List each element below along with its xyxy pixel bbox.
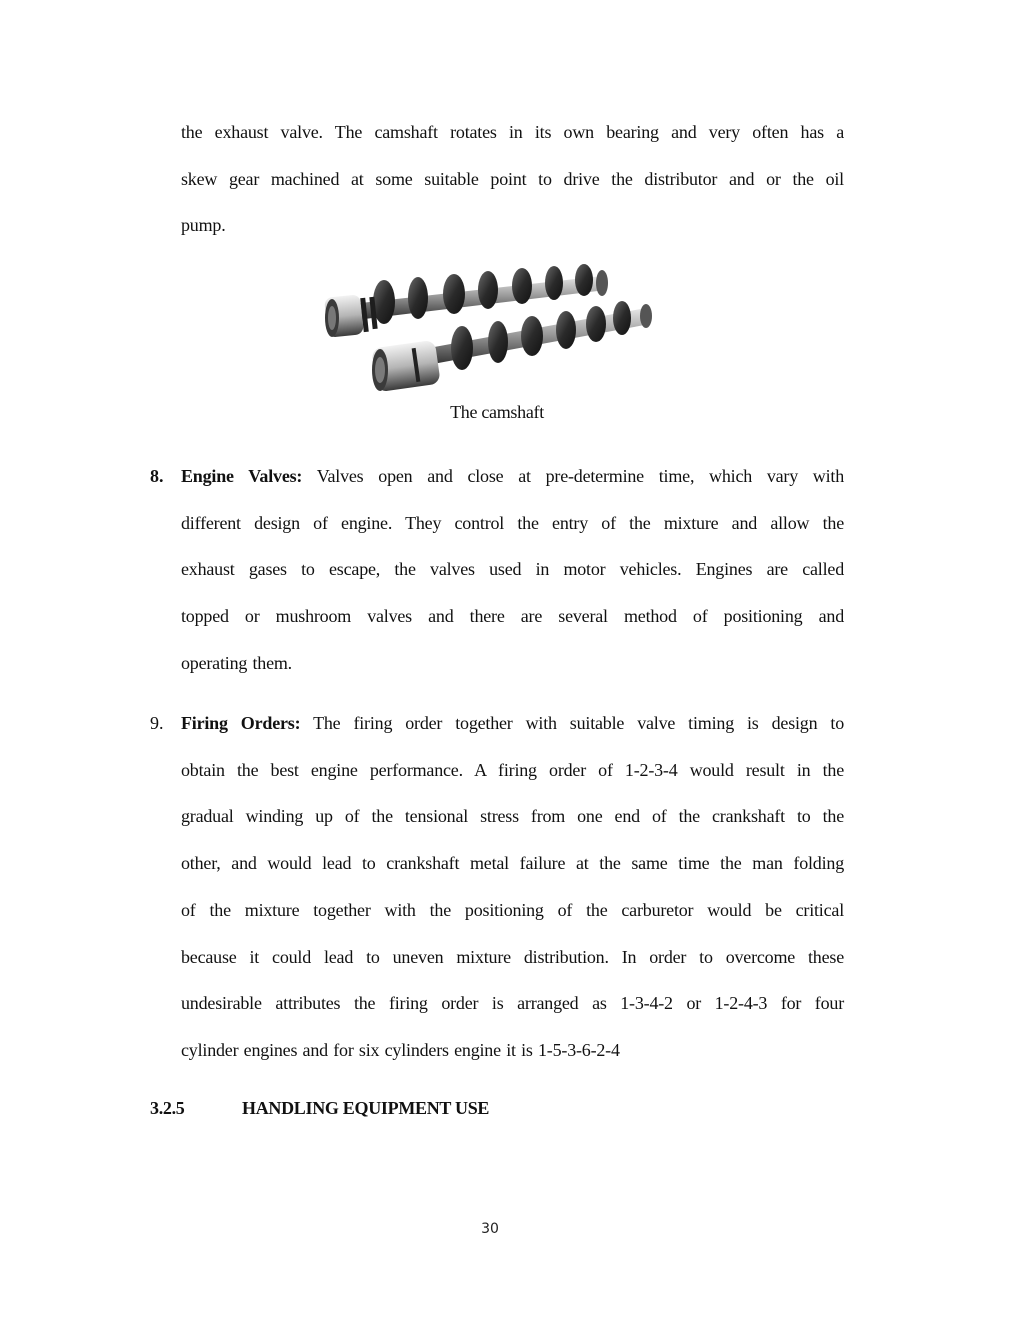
intro-paragraph — [181, 109, 844, 249]
list-item-line-4: other, and would lead to crankshaft metal failure at the same time the man folding — [181, 853, 844, 874]
intro-line-3: pump. — [181, 215, 226, 236]
figure-caption — [0, 402, 1024, 423]
list-item-line-3: exhaust gases to escape, the valves used in motor vehicles. Engines are called — [181, 559, 844, 580]
page-number — [0, 1221, 1024, 1237]
list-item-line-6: because it could lead to uneven mixture distribution. In order to overcome these — [181, 946, 844, 967]
list-item-line-8: cylinder engines and for six cylinders engine it is 1-5-3-6-2-4 — [181, 1039, 620, 1060]
list-item-line-3: gradual winding up of the tensional stress from one end of the crankshaft to the — [181, 806, 844, 827]
list-item-line-2: obtain the best engine performance. A firing order of 1-2-3-4 would result in the — [181, 759, 844, 780]
list-item-line-5: operating them. — [181, 652, 292, 673]
intro-line-1: the exhaust valve. The camshaft rotates in its own bearing and very often has a — [181, 122, 844, 142]
list-item-body — [181, 453, 844, 687]
intro-line-2: skew gear machined at some suitable point to drive the distributor and or the oil — [181, 168, 844, 189]
list-item-line — [181, 453, 844, 500]
list-item-line-2: different design of engine. They control the entry of the mixture and allow the — [181, 512, 844, 533]
list-item-term: Engine Valves: — [181, 466, 303, 486]
camshaft-illustration — [322, 262, 658, 396]
list-item-line-4: topped or mushroom valves and there are several method of positioning and — [181, 606, 844, 627]
list-item-body — [181, 700, 844, 1074]
section-title: HANDLING EQUIPMENT USE — [242, 1098, 490, 1118]
camshaft-image — [322, 262, 658, 396]
figure-caption-text: The camshaft — [450, 402, 544, 422]
section-number: 3.2.5 — [150, 1098, 185, 1118]
list-item-line-7: undesirable attributes the firing order is arranged as 1-3-4-2 or 1-2-4-3 for four — [181, 993, 844, 1014]
page-number-text: 30 — [481, 1221, 499, 1237]
list-item-line-1: Valves open and close at pre-determine time, which vary with — [302, 466, 845, 486]
list-item-line-1: The firing order together with suitable valve timing is design to — [300, 713, 844, 733]
list-item-number: 8. — [150, 466, 164, 486]
list-item-term: Firing Orders: — [181, 713, 301, 733]
list-item-line-5: of the mixture together with the positioning of the carburetor would be critical — [181, 899, 844, 920]
list-item-number: 9. — [150, 713, 164, 733]
list-item-line — [181, 700, 844, 747]
